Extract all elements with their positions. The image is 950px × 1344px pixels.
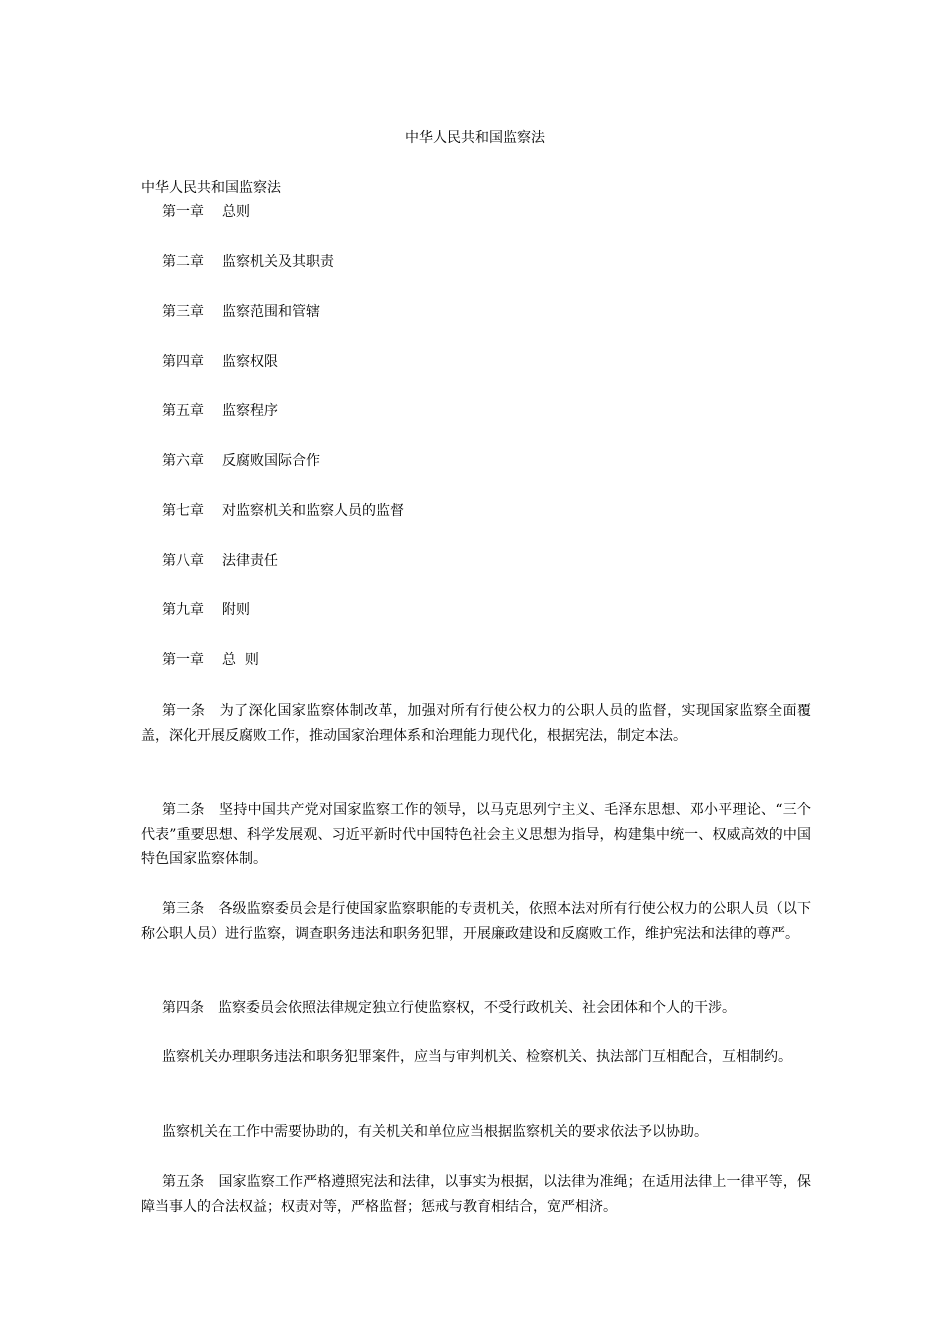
toc-item <box>141 252 832 272</box>
toc-chapter-number: 第二章 <box>162 254 204 270</box>
toc-item <box>141 352 832 372</box>
chapter-heading <box>141 650 832 670</box>
chapter-number: 第一章 <box>162 652 204 668</box>
toc-chapter-number: 第一章 <box>162 204 204 220</box>
toc-chapter-number: 第七章 <box>162 503 204 519</box>
toc-chapter-number: 第六章 <box>162 453 204 469</box>
toc-chapter-number: 第五章 <box>162 403 204 419</box>
toc-chapter-name: 监察程序 <box>222 403 278 419</box>
toc-chapter-name: 法律责任 <box>222 553 278 569</box>
article-paragraph: 监察机关办理职务违法和职务犯罪案件，应当与审判机关、检察机关、执法部门互相配合，互相制约。 <box>162 1049 792 1065</box>
toc-chapter-name: 附则 <box>222 602 250 618</box>
toc-chapter-name: 监察机关及其职责 <box>222 254 334 270</box>
chapter-name: 总 则 <box>222 652 259 668</box>
article-paragraph: 第一条 为了深化国家监察体制改革，加强对所有行使公权力的公职人员的监督，实现国家监察全面覆盖，深化开展反腐败工作，推动国家治理体系和治理能力现代化，根据宪法，制定本法。 <box>141 703 811 744</box>
toc-chapter-number: 第八章 <box>162 553 204 569</box>
article-paragraph: 监察机关在工作中需要协助的，有关机关和单位应当根据监察机关的要求依法予以协助。 <box>162 1124 708 1140</box>
toc-item <box>141 600 832 620</box>
document-subtitle: 中华人民共和国监察法 <box>141 180 281 196</box>
toc-chapter-name: 监察权限 <box>222 354 278 370</box>
toc-chapter-number: 第四章 <box>162 354 204 370</box>
toc-chapter-name: 对监察机关和监察人员的监督 <box>222 503 404 519</box>
toc-chapter-name: 反腐败国际合作 <box>222 453 320 469</box>
toc-item <box>141 401 832 421</box>
article-paragraph: 第五条 国家监察工作严格遵照宪法和法律，以事实为根据，以法律为准绳；在适用法律上一律平等，保障当事人的合法权益；权责对等，严格监督；惩戒与教育相结合，宽严相济。 <box>141 1174 811 1215</box>
toc-item <box>141 501 832 521</box>
toc-chapter-name: 监察范围和管辖 <box>222 304 320 320</box>
toc-item <box>141 551 832 571</box>
toc-item <box>141 202 832 222</box>
toc-chapter-name: 总则 <box>222 204 250 220</box>
article-paragraph: 第四条 监察委员会依照法律规定独立行使监察权，不受行政机关、社会团体和个人的干涉。 <box>162 1000 736 1016</box>
toc-chapter-number: 第九章 <box>162 602 204 618</box>
article-paragraph: 第三条 各级监察委员会是行使国家监察职能的专责机关，依照本法对所有行使公权力的公职人员（以下称公职人员）进行监察，调查职务违法和职务犯罪，开展廉政建设和反腐败工作，维护宪法和法律的尊严。 <box>141 901 811 942</box>
toc-item <box>141 451 832 471</box>
toc-chapter-number: 第三章 <box>162 304 204 320</box>
document-title: 中华人民共和国监察法 <box>405 130 545 146</box>
toc-item <box>141 302 832 322</box>
article-paragraph: 第二条 坚持中国共产党对国家监察工作的领导，以马克思列宁主义、毛泽东思想、邓小平理论、“三个代表”重要思想、科学发展观、习近平新时代中国特色社会主义思想为指导，构建集中统一、权威高效的中国特色国家监察体制。 <box>141 802 811 867</box>
